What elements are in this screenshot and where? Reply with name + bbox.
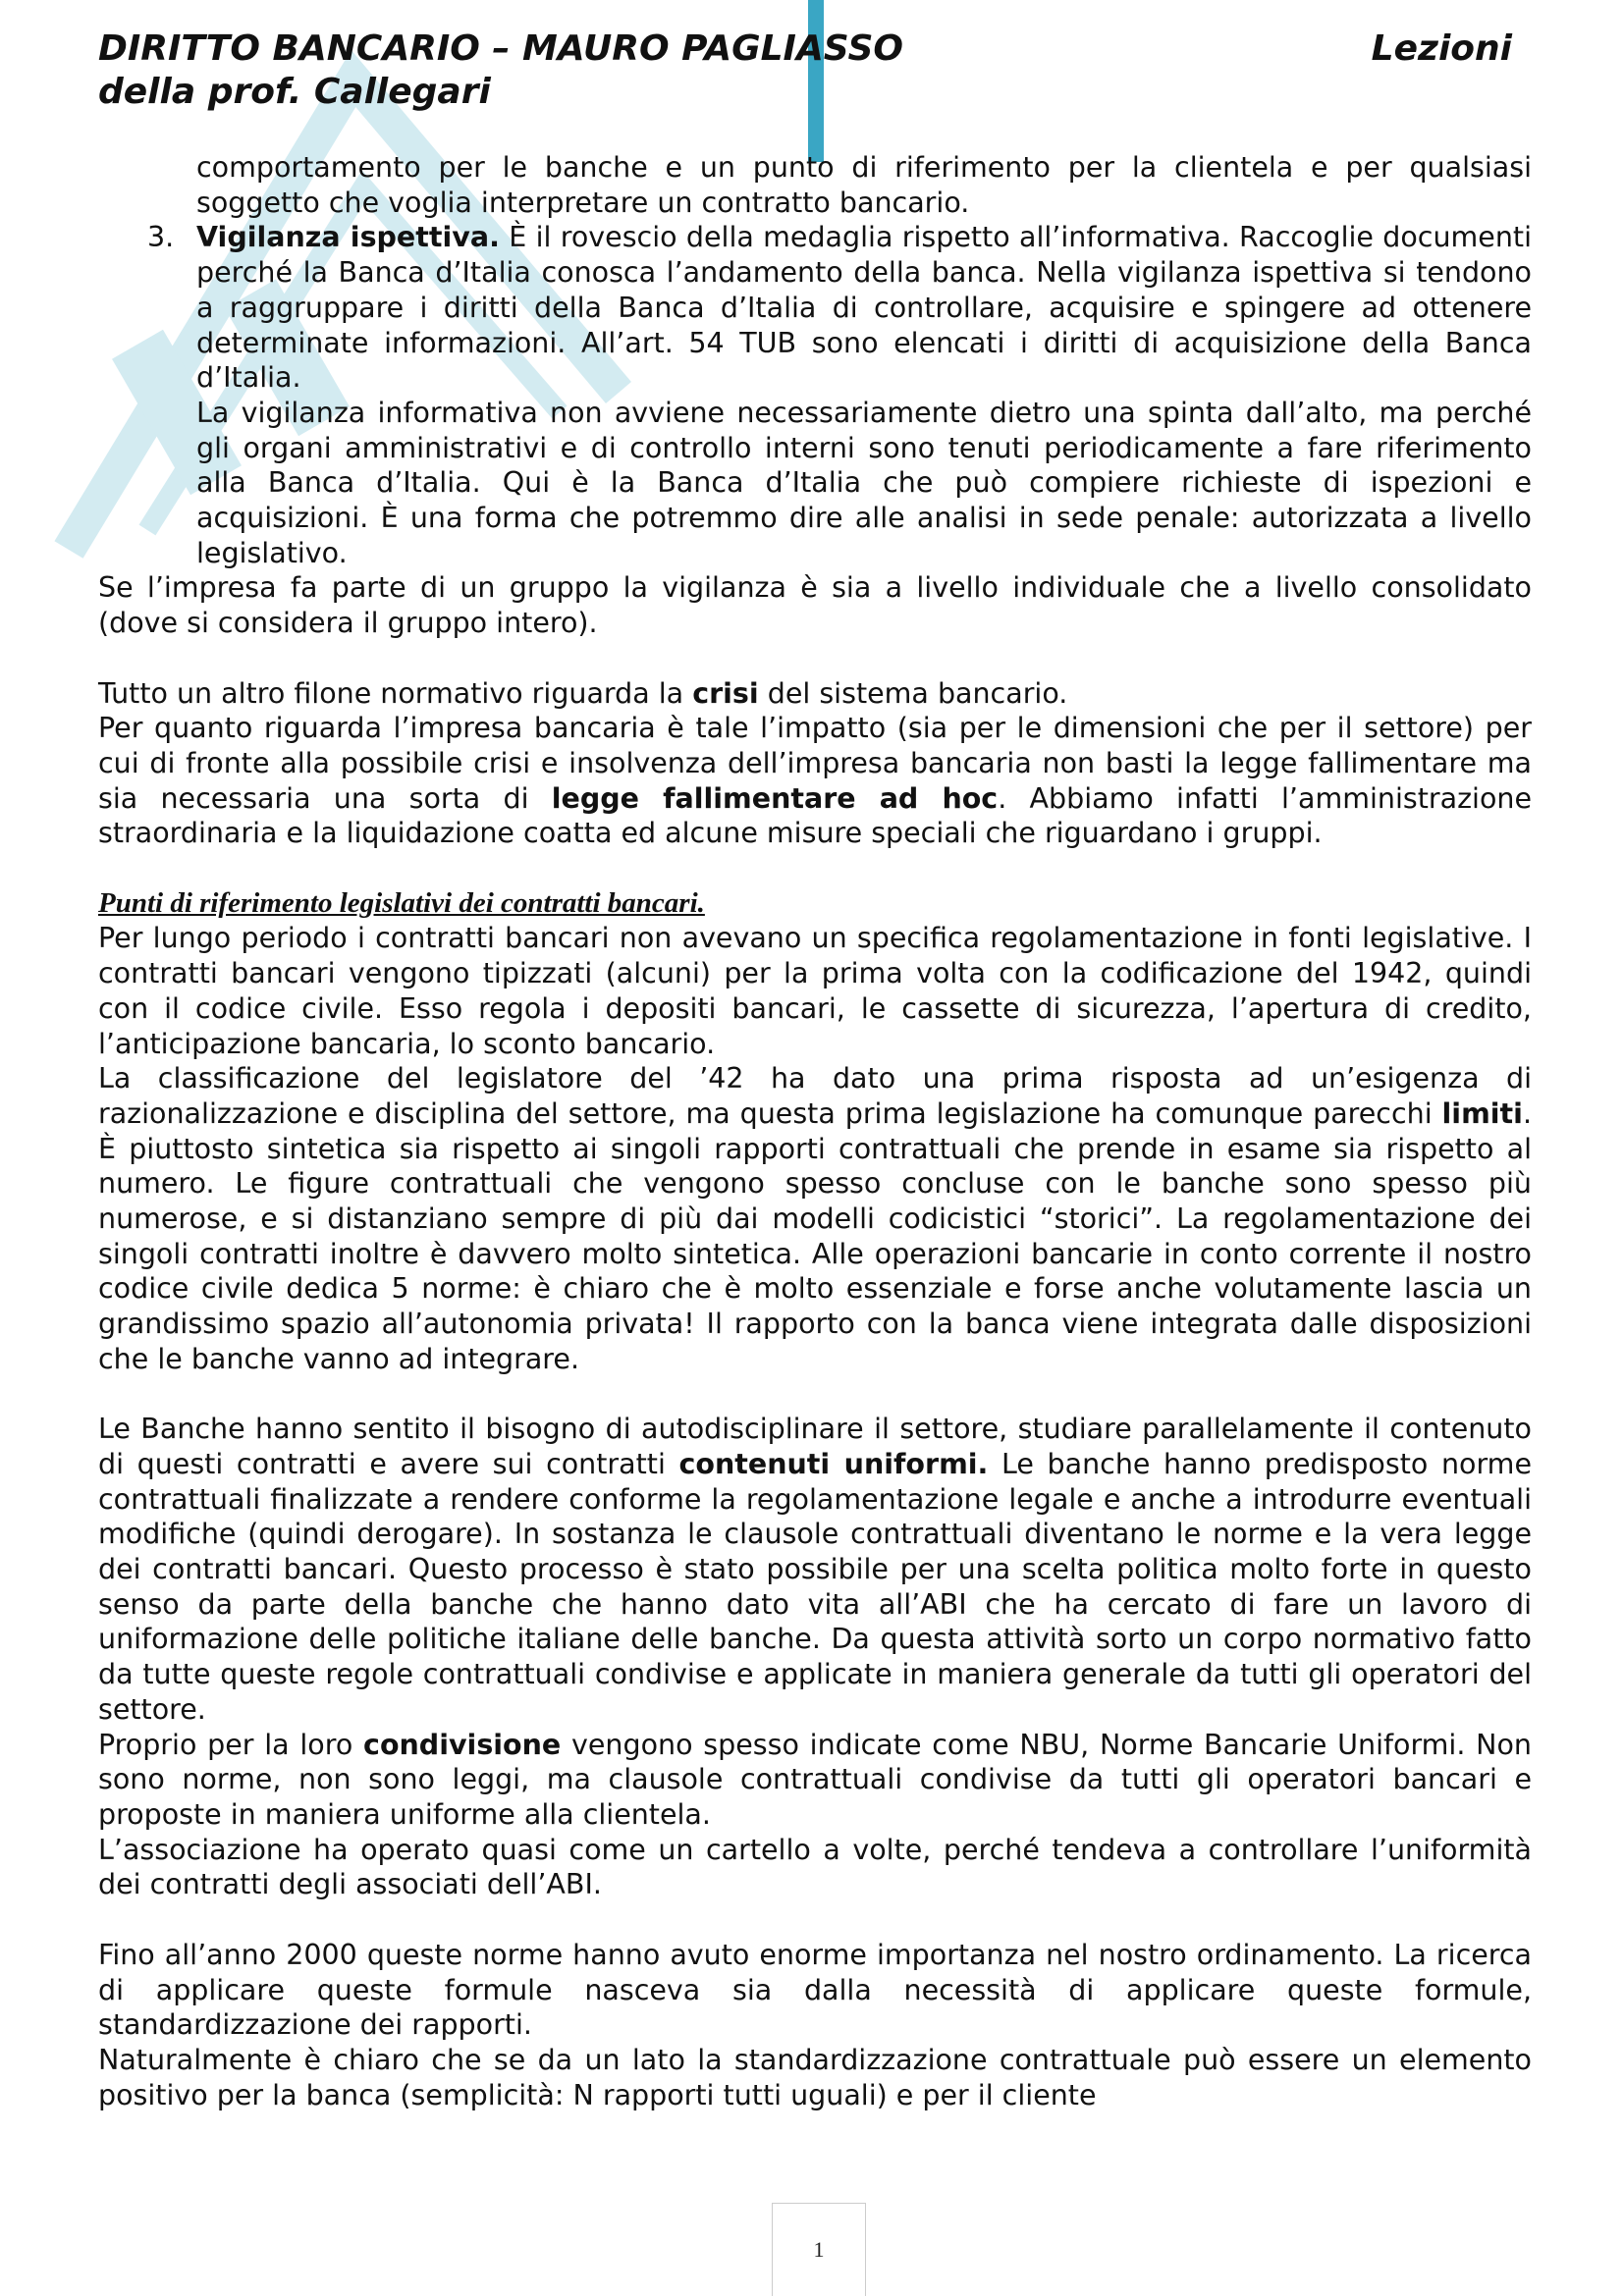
paragraph: Se l’impresa fa parte di un gruppo la vigilanza è sia a livello individuale che a livello consolidato (dove si considera il gruppo intero). <box>98 571 1532 640</box>
list-item-3 <box>98 220 1532 396</box>
emphasis: legge fallimentare ad hoc <box>551 781 999 815</box>
list-item-heading: Vigilanza ispettiva. <box>196 221 500 254</box>
header-title-right: Lezioni <box>1371 28 1512 69</box>
page-number <box>772 2203 866 2296</box>
page-number-label: 1 <box>813 2237 825 2262</box>
paragraph: comportamento per le banche e un punto di riferimento per la clientela e per qualsiasi soggetto che voglia interpretare un contratto bancario. <box>196 151 1532 219</box>
section-heading: Punti di riferimento legislativi dei contratti bancari. <box>98 886 705 919</box>
emphasis: crisi <box>692 676 759 710</box>
page-header <box>98 27 1512 114</box>
paragraph: Fino all’anno 2000 queste norme hanno avuto enorme importanza nel nostro ordinamento. La ricerca di applicare queste formule nasceva sia dalla necessità di applicare queste formule, standardizzazione dei rapporti. <box>98 1938 1532 2042</box>
list-number: 3. <box>147 221 175 254</box>
paragraph: Le Banche hanno sentito il bisogno di autodisciplinare il settore, studiare parallelamente il contenuto di questi contratti e avere sui contratti contenuti uniformi. Le banche hanno predisposto norme contrattuali finalizzate a rendere conforme la regolamentazione legale e anche a introdurre eventuali modifiche (quindi derogare). In sostanza le clausole contrattuali diventano le norme e la vera legge dei contratti bancari. Questo processo è stato possibile per una scelta politica molto forte in questo senso da parte della banche che hanno dato vita all’ABI che ha cercato di fare un lavoro di uniformazione delle politiche italiane delle banche. Da questa attività sorto un corpo normativo fatto da tutte queste regole contrattuali condivise e applicate in maniera generale da tutti gli operatori del settore. <box>98 1413 1532 1726</box>
paragraph: Tutto un altro filone normativo riguarda la crisi del sistema bancario. <box>98 676 1068 710</box>
paragraph: La vigilanza informativa non avviene necessariamente dietro una spinta dall’alto, ma perché gli organi amministrativi e di controllo interni sono tenuti periodicamente a fare riferimento alla Banca d’Italia. Qui è la Banca d’Italia che può compiere richieste di ispezioni e acquisizioni. È una forma che potremmo dire alle analisi in sede penale: autorizzata a livello legislativo. <box>196 396 1532 569</box>
emphasis: condivisione <box>363 1728 562 1761</box>
paragraph: Proprio per la loro condivisione vengono spesso indicate come NBU, Norme Bancarie Uniformi. Non sono norme, non sono leggi, ma clausole contrattuali condivise da tutti gli operatori bancari e proposte in maniera uniforme alla clientela. <box>98 1728 1532 1831</box>
emphasis: contenuti uniformi. <box>678 1447 989 1480</box>
paragraph: Per quanto riguarda l’impresa bancaria è tale l’impatto (sia per le dimensioni che per il settore) per cui di fronte alla possibile crisi e insolvenza dell’impresa bancaria non basti la legge fallimentare ma sia necessaria una sorta di legge fallimentare ad hoc. Abbiamo infatti l’amministrazione straordinaria e la liquidazione coatta ed alcune misure speciali che riguardano i gruppi. <box>98 712 1532 850</box>
paragraph: L’associazione ha operato quasi come un cartello a volte, perché tendeva a controllare l’uniformità dei contratti degli associati dell’ABI. <box>98 1833 1532 1901</box>
list-item-text: È il rovescio della medaglia rispetto all’informativa. Raccoglie documenti perché la Banca d’Italia conosca l’andamento della banca. Nella vigilanza ispettiva si tendono a raggruppare i diritti della Banca d’Italia di controllare, acquisire e spingere ad ottenere determinate informazioni. All’art. 54 TUB sono elencati i diritti di acquisizione della Banca d’Italia. <box>196 221 1532 395</box>
paragraph: La classificazione del legislatore del ’42 ha dato una prima risposta ad un’esigenza di razionalizzazione e disciplina del settore, ma questa prima legislazione ha comunque parecchi limiti. È piuttosto sintetica sia rispetto ai singoli rapporti contrattuali che prende in esame sia rispetto al numero. Le figure contrattuali che vengono spesso concluse con le banche sono spesso più numerose, e si distanziano sempre di più dai modelli codicistici “storici”. La regolamentazione dei singoli contratti inoltre è davvero molto sintetica. Alle operazioni bancarie in conto corrente il nostro codice civile dedica 5 norme: è chiaro che è molto essenziale e forse anche volutamente lascia un grandissimo spazio all’autonomia privata! Il rapporto con la banca viene integrata dalle disposizioni che le banche vanno ad integrare. <box>98 1062 1532 1375</box>
paragraph: Per lungo periodo i contratti bancari non avevano un specifica regolamentazione in fonti legislative. I contratti bancari vengono tipizzati (alcuni) per la prima volta con la codificazione del 1942, quindi con il codice civile. Esso regola i depositi bancari, le cassette di sicurezza, l’apertura di credito, l’anticipazione bancaria, lo sconto bancario. <box>98 922 1532 1060</box>
header-subtitle: della prof. Callegari <box>98 72 491 112</box>
emphasis: limiti <box>1441 1096 1523 1130</box>
header-title: DIRITTO BANCARIO – MAURO PAGLIASSO <box>98 28 903 69</box>
paragraph: Naturalmente è chiaro che se da un lato la standardizzazione contrattuale può essere un elemento positivo per la banca (semplicità: N rapporti tutti uguali) e per il cliente <box>98 2043 1532 2111</box>
document-body <box>98 150 1532 2112</box>
